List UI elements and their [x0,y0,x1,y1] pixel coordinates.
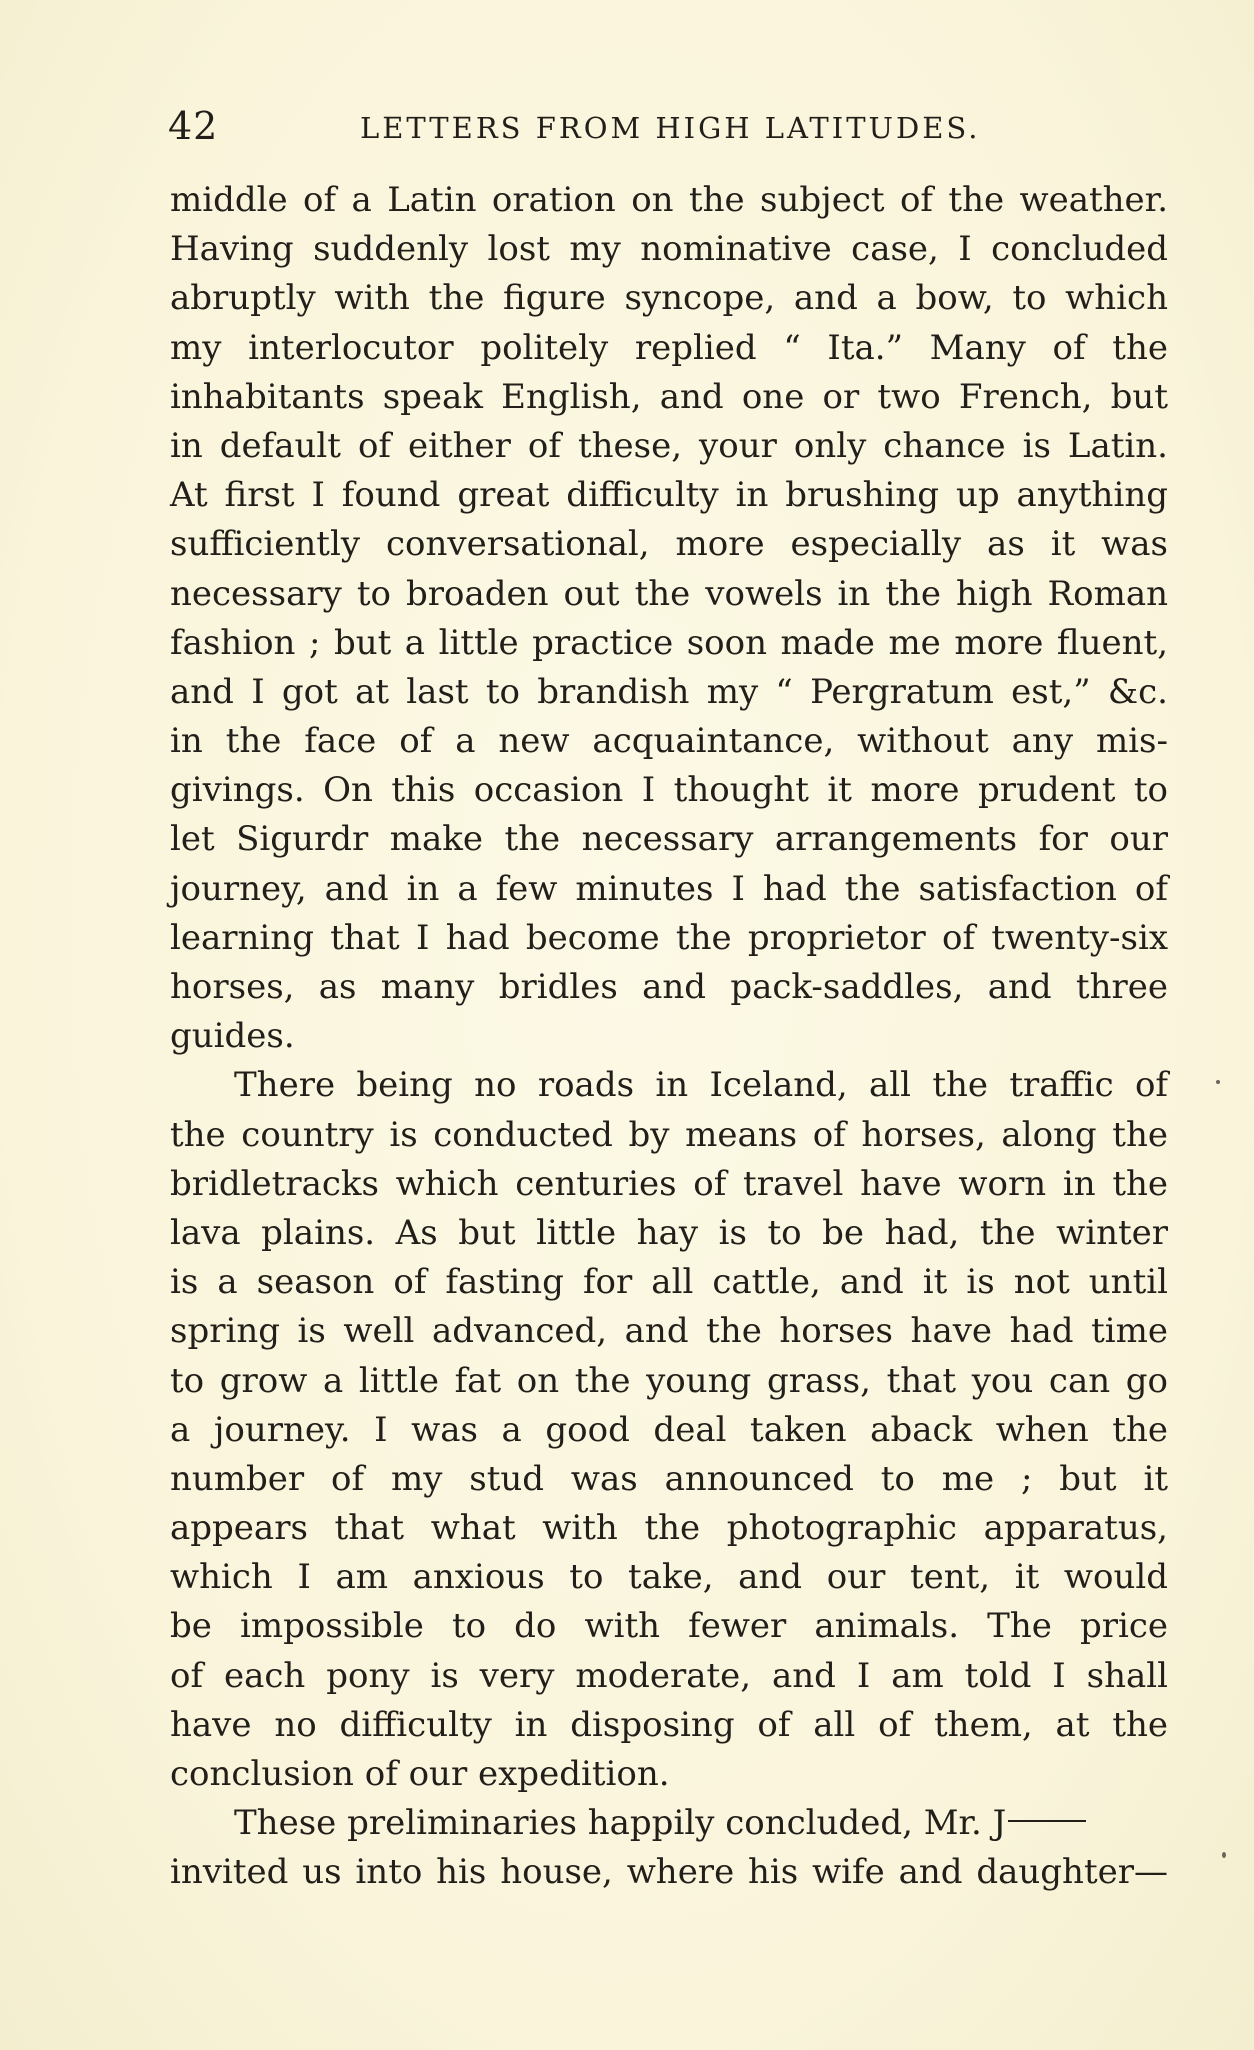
text-line: middle of a Latin oration on the subject of the weather. [170,180,1168,220]
text-line: appears that what with the photographic apparatus, [170,1508,1168,1549]
text-line: bridletracks which centuries of travel have worn in the [170,1163,1168,1204]
page-header [168,96,1168,156]
text-line: in default of either of these, your only chance is Latin. [170,425,1168,466]
paragraph-start-line [170,1799,1168,1848]
text-line: necessary to broaden out the vowels in the high Roman [170,573,1168,614]
page-number: 42 [168,104,219,148]
text-line: abruptly with the figure syncope, and a bow, to which [170,278,1168,319]
text-line: spring is well advanced, and the horses have had time [170,1311,1168,1352]
margin-speck [1216,1080,1220,1084]
text-line: inhabitants speak English, and one or two French, but [170,376,1168,417]
text-line: to grow a little fat on the young grass, that you can go [170,1360,1168,1401]
paragraph-start-line: There being no roads in Iceland, all the traffic of [234,1065,1168,1106]
text-line: learning that I had become the proprietor of twenty-six [170,917,1168,958]
text-line: At first I found great difficulty in brushing up anything [170,475,1168,516]
running-title: LETTERS FROM HIGH LATITUDES. [360,111,981,145]
margin-speck [1222,1852,1226,1858]
text-line: of each pony is very moderate, and I am told I shall [170,1655,1168,1696]
body-text [170,176,1168,1898]
text-line: let Sigurdr make the necessary arrangements for our [170,819,1168,860]
text-line: givings. On this occasion I thought it more prudent to [170,770,1168,811]
text-line: in the face of a new acquaintance, without any mis- [170,721,1168,762]
text-line: journey, and in a few minutes I had the satisfaction of [170,868,1168,909]
text-line: guides. [170,1016,295,1057]
text-line: a journey. I was a good deal taken aback when the [170,1409,1168,1450]
text-line: conclusion of our expedition. [170,1754,670,1794]
text-line: Having suddenly lost my nominative case, I concluded [170,229,1168,270]
text-line: and I got at last to brandish my “ Pergratum est,” &c. [170,671,1168,712]
text-line: sufficiently conversational, more especially as it was [170,524,1168,565]
name-omission-dash [1008,1820,1086,1822]
text-line: fashion ; but a little practice soon made me more fluent, [170,622,1168,663]
text-line: invited us into his house, where his wife and daughter— [170,1852,1168,1893]
text-line: number of my stud was announced to me ; but it [170,1458,1168,1499]
text-line: be impossible to do with fewer animals. The price [170,1606,1168,1647]
text-line: lava plains. As but little hay is to be had, the winter [170,1212,1168,1253]
text-line: my interlocutor politely replied “ Ita.” Many of the [170,327,1168,368]
text-line: the country is conducted by means of horses, along the [170,1114,1168,1155]
text-line: have no difficulty in disposing of all of them, at the [170,1704,1168,1745]
text-line: horses, as many bridles and pack-saddles, and three [170,967,1168,1007]
text-line: is a season of fasting for all cattle, and it is not until [170,1262,1168,1303]
text-line-content: These preliminaries happily concluded, Mr. J [234,1803,1007,1844]
text-line: which I am anxious to take, and our tent, it would [170,1557,1168,1598]
